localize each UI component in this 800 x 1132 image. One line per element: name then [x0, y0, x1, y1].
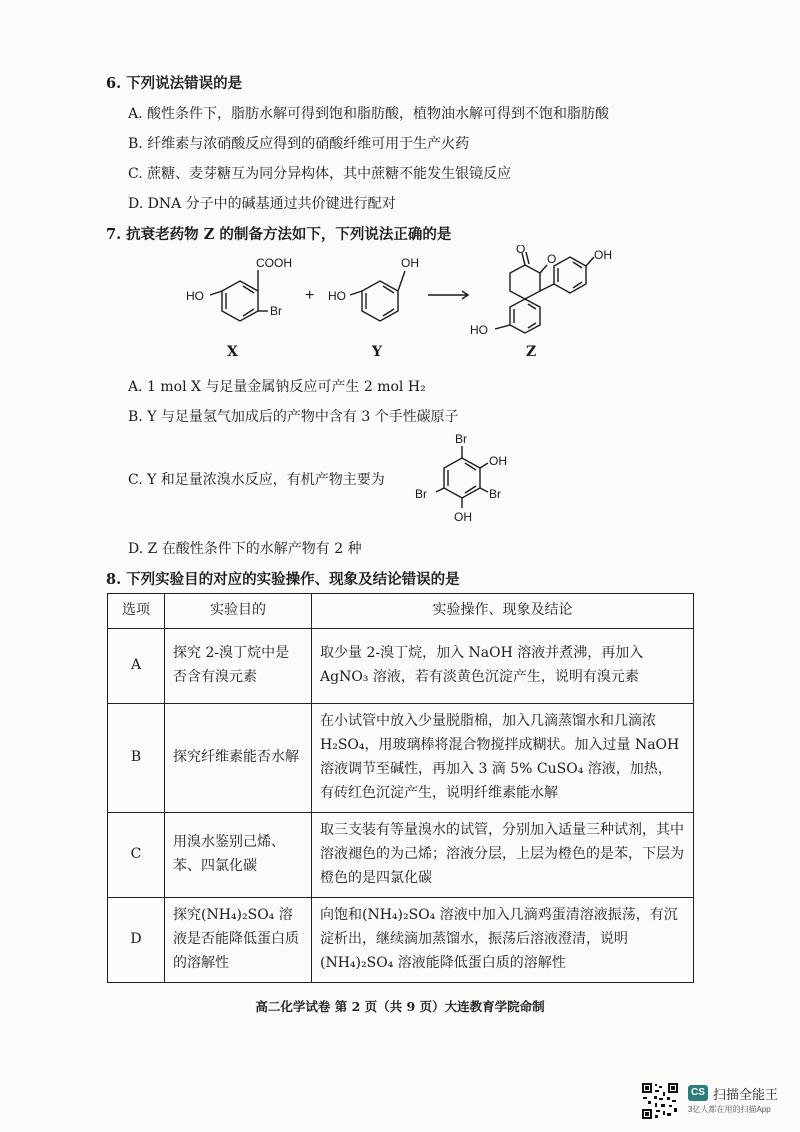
c-oh-right: OH — [489, 454, 507, 468]
page-footer: 高二化学试卷 第 2 页（共 9 页）大连教育学院命制 — [255, 999, 545, 1014]
q6-option-c: C. 蔗糖、麦芽糖互为同分异构体，其中蔗糖不能发生银镜反应 — [128, 166, 512, 182]
qr-code-icon — [641, 1082, 679, 1120]
row-d-option: D — [108, 897, 165, 982]
q7-option-b: B. Y 与足量氢气加成后的产物中含有 3 个手性碳原子 — [128, 409, 459, 425]
table-row — [108, 703, 694, 812]
header-operation: 实验操作、现象及结论 — [312, 594, 694, 629]
row-b-operation: 在小试管中放入少量脱脂棉，加入几滴蒸馏水和几滴浓 H₂SO₄，用玻璃棒将混合物搅拌成糊状。加入过量 NaOH 溶液调节至碱性，再加入 3 滴 5% CuSO₄ 溶液，加热，有砖红色沉淀产生，说明纤维素能水解 — [312, 703, 694, 812]
y-ho-label: HO — [328, 289, 346, 303]
row-c-operation: 取三支装有等量溴水的试管，分别加入适量三种试剂，其中溶液褪色的为己烯；溶液分层，上层为橙色的是苯，下层为橙色的是四氯化碳 — [312, 812, 694, 897]
question-7-stem: 7. 抗衰老药物 Z 的制备方法如下，下列说法正确的是 — [106, 226, 452, 243]
c-br-top: Br — [455, 432, 467, 446]
z-oh-label: OH — [594, 248, 612, 262]
table-row — [108, 628, 694, 703]
header-purpose: 实验目的 — [165, 594, 312, 629]
camscanner-logo-icon: CS — [688, 1085, 708, 1101]
label-y: Y — [372, 344, 382, 360]
x-ho-label: HO — [186, 289, 204, 303]
reaction-arrow — [428, 291, 468, 299]
row-d-operation: 向饱和(NH₄)₂SO₄ 溶液中加入几滴鸡蛋清溶液振荡，有沉淀析出，继续滴加蒸馏水，振荡后溶液澄清，说明(NH₄)₂SO₄ 溶液能降低蛋白质的溶解性 — [312, 897, 694, 982]
z-ring-o: O — [547, 252, 557, 266]
y-oh-label: OH — [401, 256, 419, 270]
row-c-purpose: 用溴水鉴别己烯、苯、四氯化碳 — [165, 812, 312, 897]
z-ho-label: HO — [470, 323, 488, 337]
row-b-option: B — [108, 703, 165, 812]
row-a-operation: 取少量 2-溴丁烷，加入 NaOH 溶液并煮沸，再加入 AgNO₃ 溶液，若有淡黄色沉淀产生，说明有溴元素 — [312, 628, 694, 703]
plus-sign: + — [305, 287, 315, 304]
q7-option-c: C. Y 和足量浓溴水反应，有机产物主要为 — [128, 472, 385, 488]
q6-option-d: D. DNA 分子中的碱基通过共价键进行配对 — [128, 196, 396, 212]
question-6-stem: 6. 下列说法错误的是 — [106, 75, 243, 92]
z-carbonyl-o: O — [516, 245, 526, 256]
label-x: X — [227, 344, 238, 360]
molecule-z — [495, 252, 594, 333]
table-row — [108, 897, 694, 982]
c-br-left: Br — [415, 487, 427, 501]
watermark-name: 扫描全能王 — [713, 1087, 779, 1102]
reaction-scheme — [150, 245, 630, 340]
molecule-y — [350, 271, 405, 321]
label-z: Z — [526, 344, 537, 360]
q6-option-b: B. 纤维素与浓硝酸反应得到的硝酸纤维可用于生产火药 — [128, 136, 470, 152]
c-oh-bottom: OH — [454, 510, 472, 524]
q6-option-a: A. 酸性条件下，脂肪水解可得到饱和脂肪酸，植物油水解可得到不饱和脂肪酸 — [128, 106, 610, 122]
x-br-label: Br — [270, 304, 282, 318]
row-d-purpose: 探究(NH₄)₂SO₄ 溶液是否能降低蛋白质的溶解性 — [165, 897, 312, 982]
q7-option-d: D. Z 在酸性条件下的水解产物有 2 种 — [128, 541, 362, 557]
watermark-tagline: 3亿人都在用的扫描App — [688, 1105, 771, 1114]
molecule-x — [210, 270, 268, 321]
row-a-purpose: 探究 2-溴丁烷中是否含有溴元素 — [165, 628, 312, 703]
experiment-table — [107, 593, 694, 983]
tribromo-structure — [412, 430, 522, 526]
q7-option-a: A. 1 mol X 与足量金属钠反应可产生 2 mol H₂ — [128, 379, 426, 395]
c-br-right: Br — [489, 487, 501, 501]
table-row — [108, 812, 694, 897]
table-header-row — [108, 594, 694, 629]
question-8-stem: 8. 下列实验目的对应的实验操作、现象及结论错误的是 — [106, 571, 460, 588]
row-c-option: C — [108, 812, 165, 897]
scanner-watermark — [641, 1082, 791, 1122]
x-cooh-label: COOH — [256, 256, 292, 270]
header-option: 选项 — [108, 594, 165, 629]
row-a-option: A — [108, 628, 165, 703]
row-b-purpose: 探究纤维素能否水解 — [165, 703, 312, 812]
